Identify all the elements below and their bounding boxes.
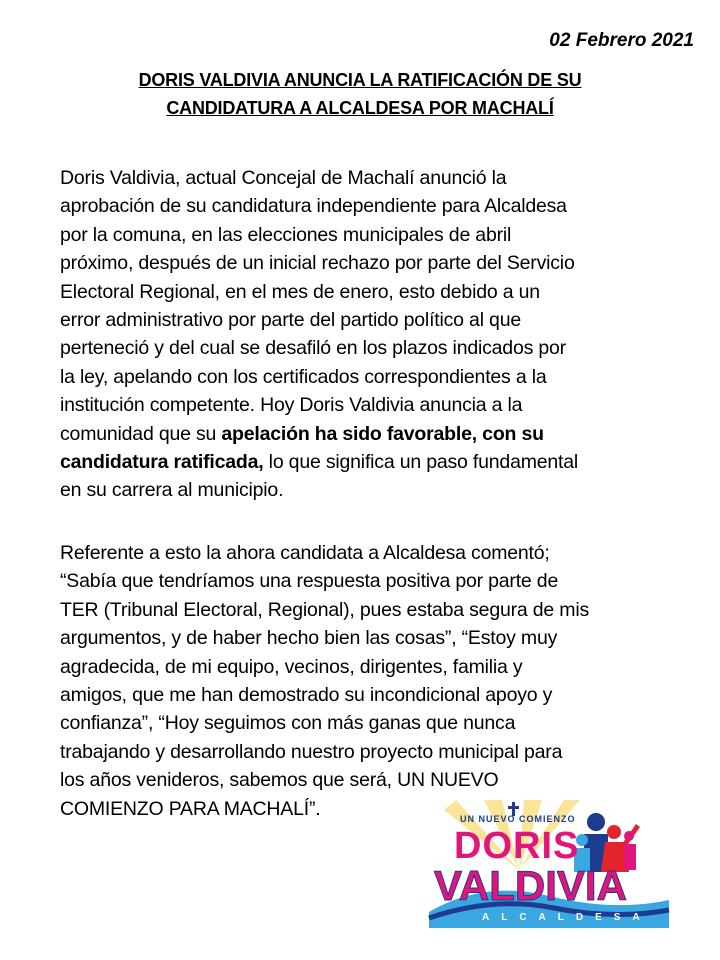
text-line — [60, 448, 700, 476]
text-line: la ley, apelando con los certificados correspondientes a la — [60, 365, 547, 388]
campaign-logo-graphic — [424, 800, 674, 930]
text-line: error administrativo por parte del partido político al que — [60, 309, 521, 332]
logo-name-last: VALDIVIA — [434, 862, 627, 909]
body-paragraph-1 — [60, 164, 700, 505]
text-line: “Sabía que tendríamos una respuesta positiva por parte de — [60, 570, 559, 593]
document-title — [60, 66, 660, 122]
logo-role: ALCALDESA — [482, 912, 652, 923]
text-line — [60, 420, 700, 448]
text-line: TER (Tribunal Electoral, Regional), pues estaba segura de mis — [60, 598, 590, 621]
text-line: argumentos, y de haber hecho bien las cosas”, “Estoy muy — [60, 627, 558, 650]
text-line: perteneció y del cual se desafiló en los plazos indicados por — [60, 337, 566, 360]
text-line: en su carrera al municipio. — [60, 479, 284, 502]
document-date: 02 Febrero 2021 — [549, 30, 694, 51]
bold-text-run: candidatura ratificada, — [60, 451, 264, 474]
text-line: los años venideros, sabemos que será, UN NUEVO — [60, 769, 499, 792]
text-line: COMIENZO PARA MACHALÍ”. — [60, 797, 321, 820]
text-line: próximo, después de un inicial rechazo por parte del Servicio — [60, 252, 575, 275]
text-line: Doris Valdivia, actual Concejal de Machalí anunció la — [60, 167, 507, 189]
text-line: Referente a esto la ahora candidata a Alcaldesa comentó; — [60, 542, 550, 564]
text-line: Electoral Regional, en el mes de enero, esto debido a un — [60, 280, 540, 303]
text-line: por la comuna, en las elecciones municipales de abril — [60, 223, 512, 246]
text-line: trabajando y desarrollando nuestro proyecto municipal para — [60, 740, 563, 763]
body-paragraph-2 — [60, 539, 700, 823]
text-run: lo que significa un paso fundamental — [263, 451, 579, 474]
bold-text-run: apelación ha sido favorable, con su — [221, 422, 544, 445]
campaign-logo — [424, 800, 674, 930]
text-line: institución competente. Hoy Doris Valdivia anuncia a la — [60, 394, 523, 417]
logo-name-first: DORIS — [454, 825, 580, 867]
text-line: agradecida, de mi equipo, vecinos, dirigentes, familia y — [60, 655, 523, 678]
text-line: amigos, que me han demostrado su incondicional apoyo y — [60, 684, 553, 707]
text-line: aprobación de su candidatura independiente para Alcaldesa — [60, 195, 567, 218]
title-line: CANDIDATURA A ALCALDESA POR MACHALÍ — [166, 98, 554, 118]
text-line: confianza”, “Hoy seguimos con más ganas que nunca — [60, 712, 516, 735]
title-line: DORIS VALDIVIA ANUNCIA LA RATIFICACIÓN DE SU — [138, 70, 582, 90]
logo-tagline: UN NUEVO COMIENZO — [460, 814, 576, 824]
text-run: comunidad que su — [60, 422, 222, 445]
